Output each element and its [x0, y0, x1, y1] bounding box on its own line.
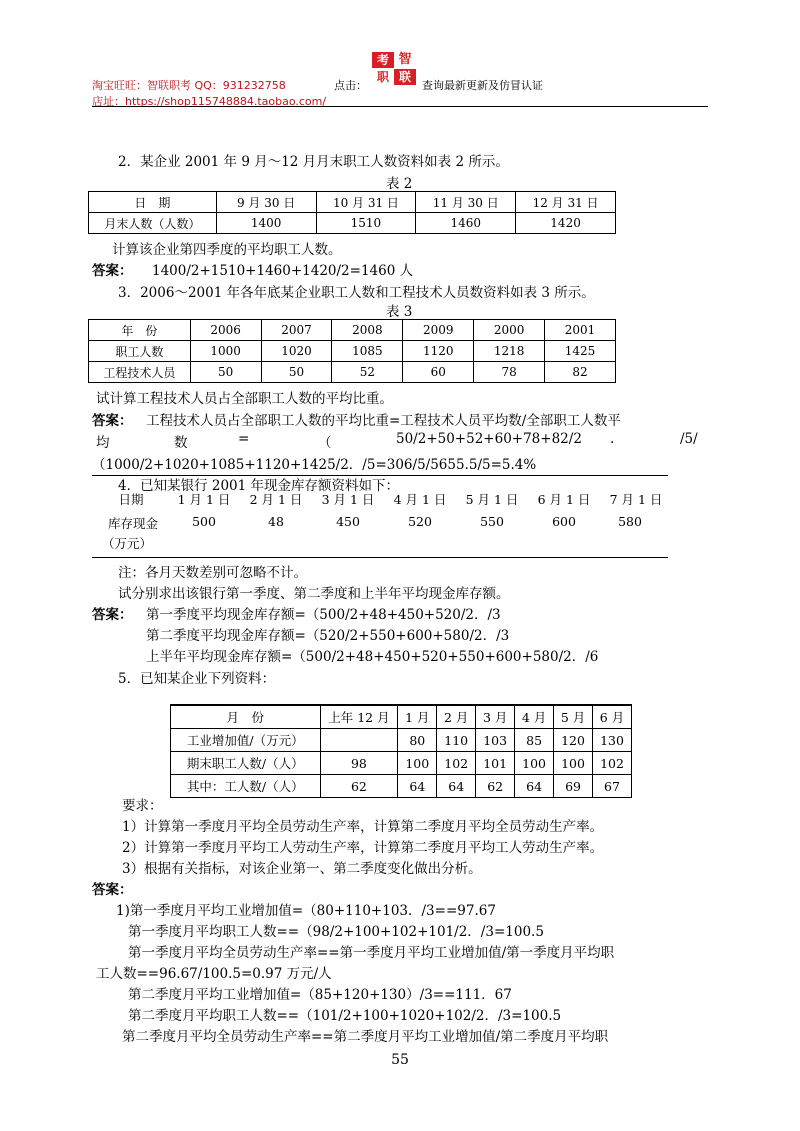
- table-header-cell: 2000: [474, 320, 545, 341]
- table-cell: [320, 729, 398, 752]
- q5-answer: 第一季度月平均职工人数==（98/2+100+102+101/2．/3=100.5: [128, 924, 544, 940]
- q5-answer: 第二季度月平均工业增加值=（85+120+130）/3==111．67: [128, 987, 512, 1003]
- q2-table: [88, 191, 616, 234]
- table-header-cell: 5 月 1 日: [465, 492, 519, 507]
- table-header-cell: 4 月 1 日: [393, 492, 447, 507]
- q2-answer: 1400/2+1510+1460+1420/2=1460 人: [152, 263, 414, 279]
- table-cell: 工业增加值/（万元）: [171, 729, 321, 752]
- table-cell: 62: [320, 775, 398, 798]
- q5-requirement: 2）计算第一季度月平均工人劳动生产率，计算第二季度月平均工人劳动生产率。: [122, 840, 604, 856]
- table-cell: 50: [261, 362, 332, 383]
- table-header-cell: 4 月: [515, 705, 554, 729]
- header-divider: [92, 106, 708, 107]
- q4-note: 注：各月天数差别可忽略不计。: [118, 565, 307, 581]
- table-row: [92, 534, 668, 554]
- table-header-cell: 日 期: [89, 192, 217, 213]
- table-cell: 80: [398, 729, 437, 752]
- logo-char: 职: [376, 70, 389, 84]
- q3-intro: 3．2006～2001 年各年底某企业职工人数和工程技术人员数资料如表 3 所示。: [118, 285, 595, 301]
- table-header-cell: 日期: [118, 492, 144, 507]
- q3-answer-part: =: [238, 431, 250, 447]
- q5-requirement: 1）计算第一季度月平均全员劳动生产率，计算第二季度月平均全员劳动生产率。: [122, 819, 604, 835]
- table-row: [171, 752, 632, 775]
- q4-intro: 4．已知某银行 2001 年现金库存额资料如下：: [118, 478, 400, 494]
- table-header-cell: 2008: [332, 320, 403, 341]
- q2-intro: 2．某企业 2001 年 9 月～12 月月末职工人数资料如表 2 所示。: [118, 154, 509, 170]
- table-row: [171, 729, 632, 752]
- table-header-cell: 7 月 1 日: [609, 492, 663, 507]
- table-cell: 1218: [474, 341, 545, 362]
- table-row: [92, 514, 668, 534]
- table-cell: 其中：工人数/（人）: [171, 775, 321, 798]
- table-row: [89, 362, 616, 383]
- table-header-cell: 6 月: [593, 705, 632, 729]
- table-header-cell: 2009: [403, 320, 474, 341]
- q3-answer-part: 50/2+50+52+60+78+82/2: [396, 431, 582, 447]
- table-cell: 64: [398, 775, 437, 798]
- logo-char: 联: [394, 69, 416, 85]
- table-cell: 120: [554, 729, 593, 752]
- logo-char: 智: [398, 52, 412, 67]
- table-cell: 64: [437, 775, 476, 798]
- table-cell: 1000: [190, 341, 261, 362]
- table-cell: 85: [515, 729, 554, 752]
- q4-answer: 第一季度平均现金库存额=（500/2+48+450+520/2．/3: [146, 607, 501, 623]
- table-header-cell: 9 月 30 日: [216, 192, 316, 213]
- table-cell: 102: [593, 752, 632, 775]
- q3-answer-part: （: [318, 435, 332, 451]
- table-header-cell: 年 份: [89, 320, 191, 341]
- table-header-cell: 10 月 31 日: [316, 192, 416, 213]
- table-cell: 101: [476, 752, 515, 775]
- table-cell: （万元）: [101, 536, 152, 551]
- q4-answer-label: 答案：: [92, 607, 133, 623]
- table-cell: 102: [437, 752, 476, 775]
- table-cell: 110: [437, 729, 476, 752]
- q5-requirement: 3）根据有关指标，对该企业第一、第二季度变化做出分析。: [122, 861, 482, 877]
- table-header-cell: 2 月 1 日: [249, 492, 303, 507]
- q4-answer: 第二季度平均现金库存额=（520/2+550+600+580/2．/3: [146, 628, 510, 644]
- logo-char: 考: [372, 52, 394, 68]
- q4-question: 试分别求出该银行第一季度、第二季度和上半年平均现金库存额。: [118, 586, 510, 602]
- q3-answer-line3: （1000/2+1020+1085+1120+1425/2．/5=306/5/5655.5/5=5.4%: [92, 457, 537, 473]
- q3-table-title: 表 3: [386, 304, 413, 320]
- table-cell: 500: [192, 514, 216, 529]
- logo[interactable]: [372, 52, 416, 86]
- table-cell: 82: [545, 362, 616, 383]
- q5-intro: 5．已知某企业下列资料：: [118, 671, 276, 687]
- table-header-cell: 3 月: [476, 705, 515, 729]
- q4-answer: 上半年平均现金库存额=（500/2+48+450+520+550+600+580/2．/6: [146, 649, 599, 665]
- table-row: [89, 341, 616, 362]
- table-cell: 103: [476, 729, 515, 752]
- q3-question: 试计算工程技术人员占全部职工人数的平均比重。: [96, 391, 393, 407]
- table-cell: 1400: [216, 213, 316, 234]
- q2-answer-label: 答案：: [92, 263, 133, 279]
- table-cell: 1425: [545, 341, 616, 362]
- q5-answer: 工人数==96.67/100.5=0.97 万元/人: [96, 966, 332, 982]
- table-cell: 130: [593, 729, 632, 752]
- table-cell: 98: [320, 752, 398, 775]
- q3-answer-part: 均: [96, 435, 110, 451]
- table-cell: 67: [593, 775, 632, 798]
- q5-answer: 1)第一季度月平均工业增加值=（80+110+103．/3==97.67: [116, 903, 496, 919]
- q3-table: [88, 319, 616, 383]
- q3-answer-label: 答案：: [92, 413, 133, 429]
- q5-answer: 第二季度月平均职工人数==（101/2+100+1020+102/2．/3=100.5: [128, 1008, 562, 1024]
- table-cell: 1020: [261, 341, 332, 362]
- q3-answer-part: .: [610, 431, 615, 447]
- q3-answer-part: 数: [174, 435, 188, 451]
- table-cell: 69: [554, 775, 593, 798]
- q4-rule-bottom: [92, 557, 668, 558]
- table-row: [92, 490, 668, 510]
- table-cell: 62: [476, 775, 515, 798]
- table-cell: 60: [403, 362, 474, 383]
- table-cell: 64: [515, 775, 554, 798]
- table-header-cell: 2 月: [437, 705, 476, 729]
- table-cell: 月末人数（人数）: [89, 213, 217, 234]
- q2-table-title: 表 2: [386, 176, 413, 192]
- header-shop-line: 淘宝旺旺：智联职考 QQ：931232758: [92, 79, 286, 92]
- table-row: [89, 192, 616, 213]
- table-cell: 520: [408, 514, 432, 529]
- table-row: [89, 320, 616, 341]
- table-row: [89, 213, 616, 234]
- table-header-cell: 月 份: [171, 705, 321, 729]
- table-header-cell: 上年 12 月: [320, 705, 398, 729]
- table-header-cell: 11 月 30 日: [416, 192, 516, 213]
- table-header-cell: 6 月 1 日: [537, 492, 591, 507]
- header-click-label: 点击：: [334, 79, 367, 92]
- table-cell: 450: [336, 514, 360, 529]
- table-cell: 550: [480, 514, 504, 529]
- table-cell: 工程技术人员: [89, 362, 191, 383]
- table-cell: 580: [618, 514, 642, 529]
- table-cell: 1420: [516, 213, 616, 234]
- header-query-link[interactable]: 查询最新更新及仿冒认证: [422, 79, 543, 92]
- table-cell: 1460: [416, 213, 516, 234]
- q5-answer-label: 答案：: [92, 882, 133, 898]
- q5-table: [170, 704, 632, 798]
- table-header-cell: 1 月 1 日: [177, 492, 231, 507]
- table-header-cell: 2001: [545, 320, 616, 341]
- table-cell: 78: [474, 362, 545, 383]
- table-header-cell: 2006: [190, 320, 261, 341]
- q5-answer: 第二季度月平均全员劳动生产率==第二季度月平均工业增加值/第二季度月平均职: [122, 1029, 609, 1045]
- q3-answer-line1: 工程技术人员占全部职工人数的平均比重=工程技术人员平均数/全部职工人数平: [146, 413, 621, 429]
- header-store-link[interactable]: 店址：https://shop115748884.taobao.com/: [92, 95, 327, 108]
- table-row: [171, 775, 632, 798]
- q5-requirement-title: 要求：: [122, 798, 163, 814]
- table-cell: 1085: [332, 341, 403, 362]
- page-number: 55: [391, 1052, 409, 1068]
- table-cell: 100: [554, 752, 593, 775]
- table-cell: 48: [268, 514, 284, 529]
- q3-answer-part: /5/: [680, 431, 698, 447]
- table-cell: 库存现金: [107, 516, 158, 531]
- table-cell: 50: [190, 362, 261, 383]
- table-cell: 600: [552, 514, 576, 529]
- table-row: [171, 705, 632, 729]
- table-header-cell: 5 月: [554, 705, 593, 729]
- table-cell: 100: [515, 752, 554, 775]
- q2-question: 计算该企业第四季度的平均职工人数。: [112, 242, 342, 258]
- table-cell: 1510: [316, 213, 416, 234]
- table-cell: 职工人数: [89, 341, 191, 362]
- table-cell: 52: [332, 362, 403, 383]
- table-cell: 期末职工人数/（人）: [171, 752, 321, 775]
- table-header-cell: 12 月 31 日: [516, 192, 616, 213]
- table-header-cell: 2007: [261, 320, 332, 341]
- table-header-cell: 1 月: [398, 705, 437, 729]
- table-cell: 100: [398, 752, 437, 775]
- table-cell: 1120: [403, 341, 474, 362]
- q5-answer: 第一季度月平均全员劳动生产率==第一季度月平均工业增加值/第一季度月平均职: [128, 945, 615, 961]
- table-header-cell: 3 月 1 日: [321, 492, 375, 507]
